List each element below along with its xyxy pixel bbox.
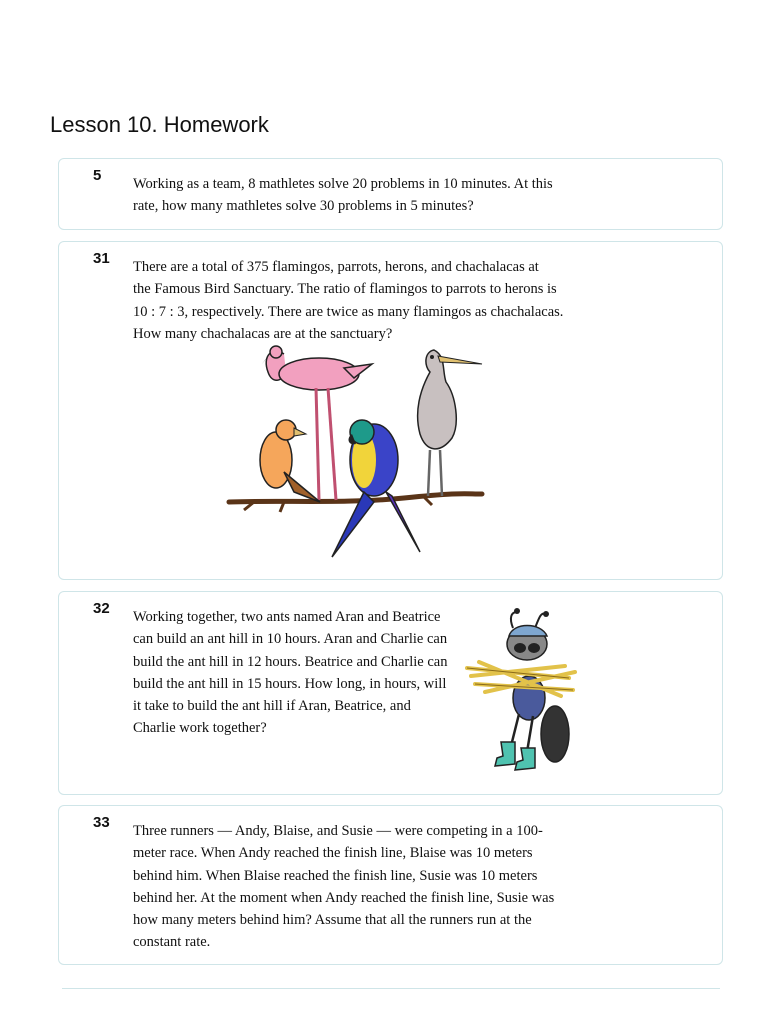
problem-number: 5 (93, 167, 102, 184)
problem-line: Working together, two ants named Aran and Beatrice (133, 609, 441, 625)
problem-line: There are a total of 375 flamingos, parrots, herons, and chachalacas at (133, 259, 539, 275)
problem-line: the Famous Bird Sanctuary. The ratio of flamingos to parrots to herons is (133, 281, 557, 298)
problem-line: 10 : 7 : 3, respectively. There are twice as many flamingos as chachalacas. (133, 303, 564, 320)
problem-line: meter race. When Andy reached the finish line, Blaise was 10 meters (133, 845, 533, 862)
problem-text (133, 606, 447, 740)
problem-line: Charlie work together? (133, 720, 267, 737)
footer-divider (62, 988, 720, 989)
problem-card-32 (58, 591, 723, 795)
problem-line: rate, how many mathletes solve 30 problems in 5 minutes? (133, 198, 474, 215)
problem-line: can build an ant hill in 10 hours. Aran and Charlie can (133, 631, 448, 648)
problem-line: it take to build the ant hill if Aran, Beatrice, and (133, 698, 411, 715)
problem-line: behind him. When Blaise reached the finish line, Susie was 10 meters (133, 867, 538, 884)
problem-number: 32 (93, 600, 110, 617)
problem-card-33 (58, 805, 723, 965)
problem-line: build the ant hill in 12 hours. Beatrice and Charlie can (133, 653, 448, 670)
birds-on-branch-illustration (224, 342, 489, 567)
problem-text (133, 173, 553, 218)
page-title: Lesson 10. Homework (50, 112, 269, 137)
ant-carrying-sticks-illustration (465, 606, 577, 776)
problem-line: build the ant hill in 15 hours. How long, in hours, will (133, 675, 447, 692)
problem-text (133, 820, 554, 954)
problem-line: how many meters behind him? Assume that all the runners run at the (133, 912, 532, 929)
problem-number: 31 (93, 250, 110, 267)
problem-line: How many chachalacas are at the sanctuary? (133, 325, 393, 342)
problem-line: constant rate. (133, 934, 211, 951)
problem-card-31 (58, 241, 723, 580)
problem-text (133, 256, 563, 345)
problem-card-5 (58, 158, 723, 230)
problem-line: Three runners — Andy, Blaise, and Susie — were competing in a 100- (133, 823, 543, 839)
problem-number: 33 (93, 814, 110, 831)
problem-line: behind her. At the moment when Andy reached the finish line, Susie was (133, 889, 555, 906)
problem-line: Working as a team, 8 mathletes solve 20 problems in 10 minutes. At this (133, 176, 553, 192)
